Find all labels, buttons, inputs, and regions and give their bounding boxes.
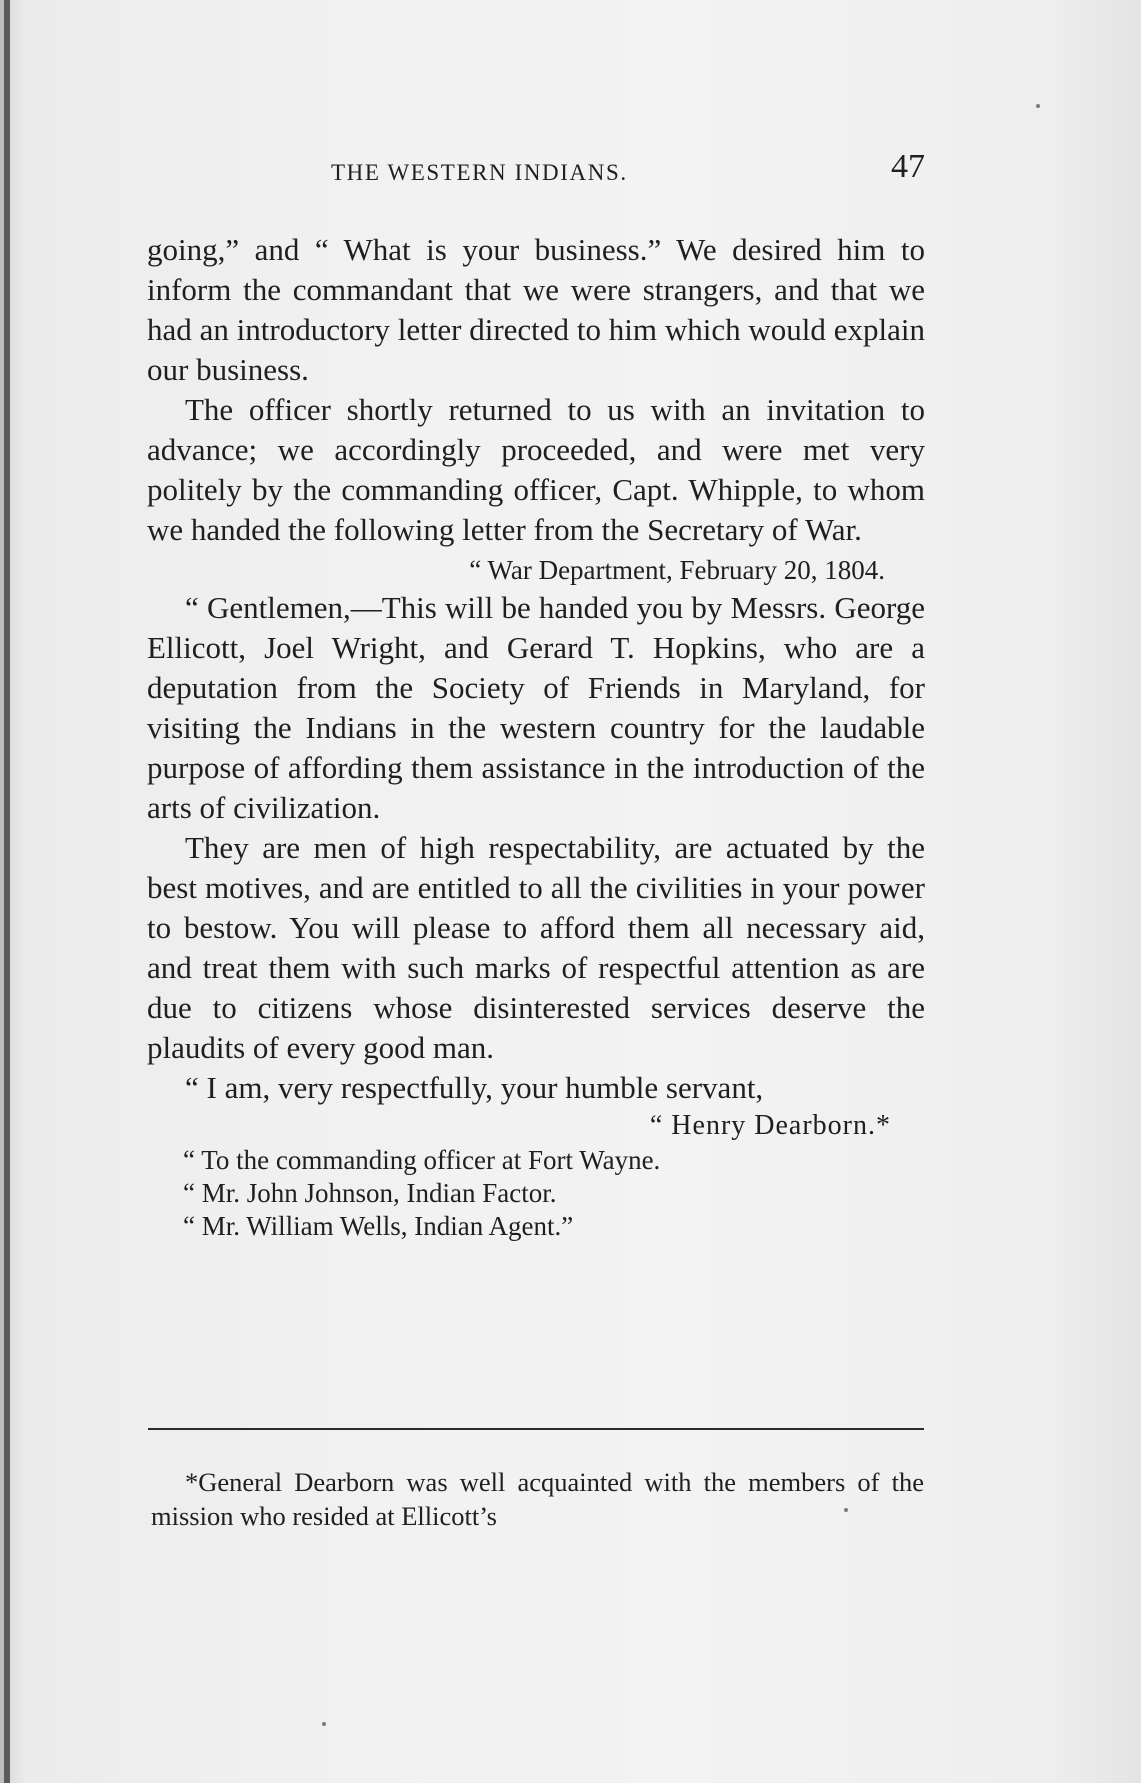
footnote-divider: [148, 1428, 924, 1430]
letter-signature: “ Henry Dearborn.*: [649, 1110, 891, 1141]
letter-address-commanding-officer: “ To the commanding officer at Fort Wayne.: [183, 1145, 661, 1175]
letter-closing: “ I am, very respectfully, your humble servant,: [185, 1070, 764, 1105]
page-header: [149, 148, 925, 192]
book-page: [4, 0, 1141, 1783]
letter-paragraph-gentlemen: “ Gentlemen,—This will be handed you by Messrs. George Ellicott, Joel Wright, and Gerard T. Hopkins, who are a deputation from the Society of Friends in Maryland, for visiting the Indians in the western country for the laudable purpose of affording them assistance in the introduction of the arts of civilization.: [147, 590, 925, 825]
footnote: *General Dearborn was well acquainted with the members of the mission who resided at Ellicott’s: [151, 1466, 924, 1531]
letter-address-indian-agent: “ Mr. William Wells, Indian Agent.”: [183, 1211, 574, 1241]
page-body: [147, 230, 925, 1243]
page-number: 47: [891, 148, 925, 185]
letter-paragraph-respectability: They are men of high respectability, are actuated by the best motives, and are entitled to all the civilities in your power to bestow. You will please to afford them all necessary aid, and treat them with such marks of respectful attention as are due to citizens whose disinterested services deserve the plaudits of every good man.: [147, 830, 925, 1065]
letter-address-indian-factor: “ Mr. John Johnson, Indian Factor.: [183, 1178, 557, 1208]
paragraph-continued: going,” and “ What is your business.” We desired him to inform the commandant that we were strangers, and that we had an introductory letter directed to him which would explain our business.: [147, 232, 925, 387]
paper-speck: [1036, 104, 1040, 108]
paper-speck: [322, 1722, 326, 1726]
running-title: THE WESTERN INDIANS.: [331, 160, 628, 185]
paragraph-officer-returned: The officer shortly returned to us with an invitation to advance; we accordingly proceeded, and were met very politely by the commanding officer, Capt. Whipple, to whom we handed the following letter from the Secretary of War.: [147, 392, 925, 547]
paper-speck: [844, 1508, 848, 1512]
letter-dateline: “ War Department, February 20, 1804.: [469, 555, 885, 585]
page-edge-shadow: [4, 0, 10, 1783]
